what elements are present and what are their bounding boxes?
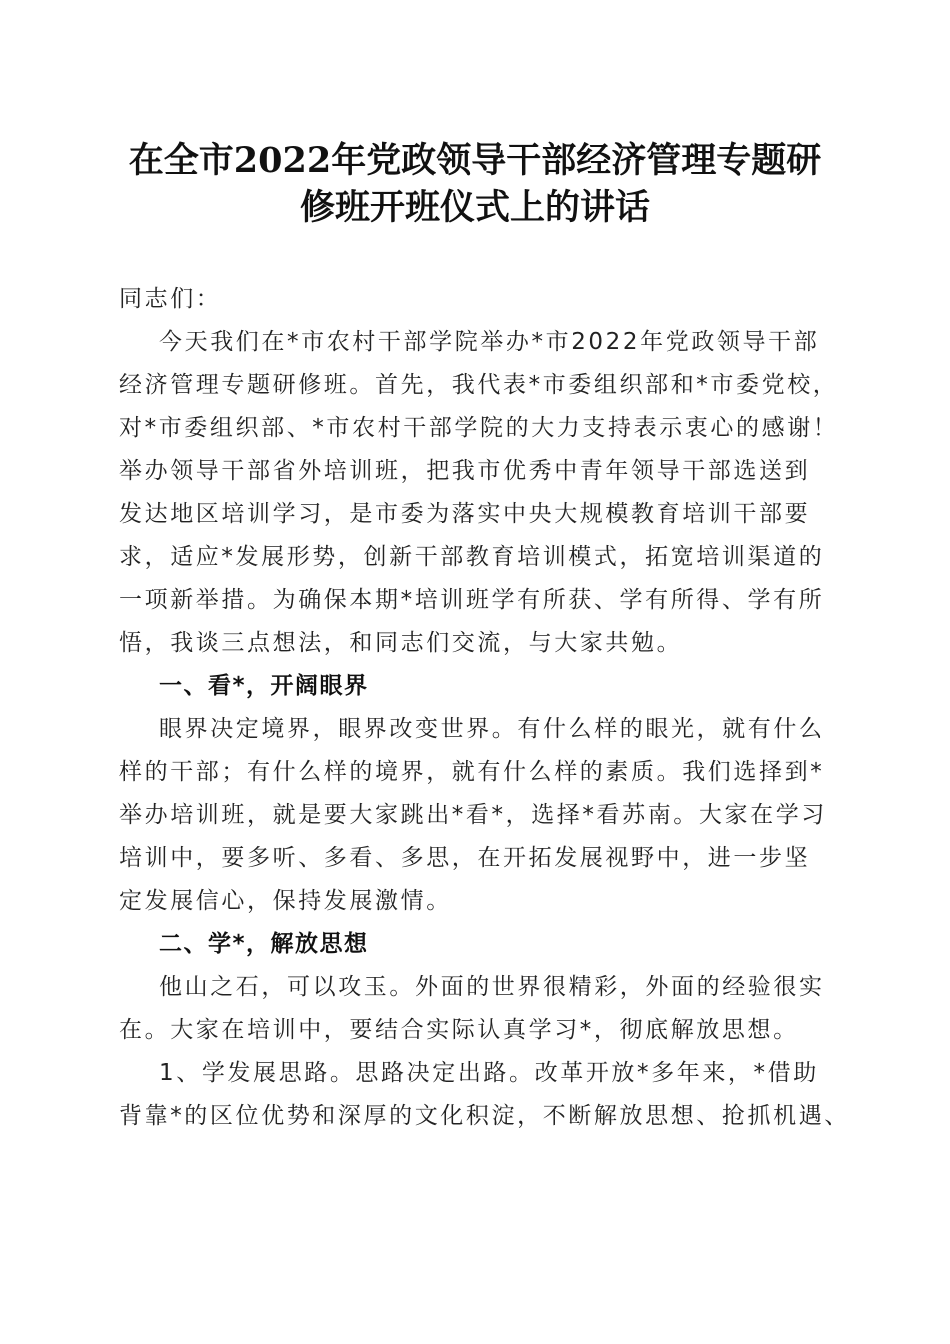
intro-line-7: 一项新举措。为确保本期*培训班学有所获、学有所得、学有所 <box>119 587 825 613</box>
section1-line-3: 举办培训班，就是要大家跳出*看*，选择*看苏南。大家在学习 <box>119 802 827 828</box>
intro-line-6: 求，适应*发展形势，创新干部教育培训模式，拓宽培训渠道的 <box>119 544 825 570</box>
intro-line-1: 今天我们在*市农村干部学院举办*市2022年党政领导干部 <box>159 329 820 355</box>
section2-line-2: 在。大家在培训中，要结合实际认真学习*，彻底解放思想。 <box>119 1017 799 1043</box>
document-title-line-1: 在全市2022年党政领导干部经济管理专题研 <box>128 140 822 181</box>
point1-line-2: 背靠*的区位优势和深厚的文化积淀，不断解放思想、抢抓机遇、 <box>119 1103 850 1129</box>
intro-line-8: 悟，我谈三点想法，和同志们交流，与大家共勉。 <box>119 630 683 656</box>
intro-line-4: 举办领导干部省外培训班，把我市优秀中青年领导干部选送到 <box>119 458 811 484</box>
intro-line-2: 经济管理专题研修班。首先，我代表*市委组织部和*市委党校， <box>119 372 839 398</box>
section2-line-1: 他山之石，可以攻玉。外面的世界很精彩，外面的经验很实 <box>159 974 825 1000</box>
section1-line-1: 眼界决定境界，眼界改变世界。有什么样的眼光，就有什么 <box>159 716 825 742</box>
document-title-line-2: 修班开班仪式上的讲话 <box>299 187 650 228</box>
point1-line-1: 1、学发展思路。思路决定出路。改革开放*多年来，*借助 <box>159 1060 819 1086</box>
section1-line-5: 定发展信心，保持发展激情。 <box>119 888 452 914</box>
intro-line-5: 发达地区培训学习，是市委为落实中央大规模教育培训干部要 <box>119 501 811 527</box>
section-heading-1: 一、看*，开阔眼界 <box>159 673 369 699</box>
section1-line-2: 样的干部；有什么样的境界，就有什么样的素质。我们选择到* <box>119 759 825 785</box>
salutation: 同志们： <box>119 286 222 312</box>
section1-line-4: 培训中，要多听、多看、多思，在开拓发展视野中，进一步坚 <box>119 845 811 871</box>
section-heading-2: 二、学*，解放思想 <box>159 931 369 957</box>
intro-line-3: 对*市委组织部、*市农村干部学院的大力支持表示衷心的感谢！ <box>119 415 839 441</box>
